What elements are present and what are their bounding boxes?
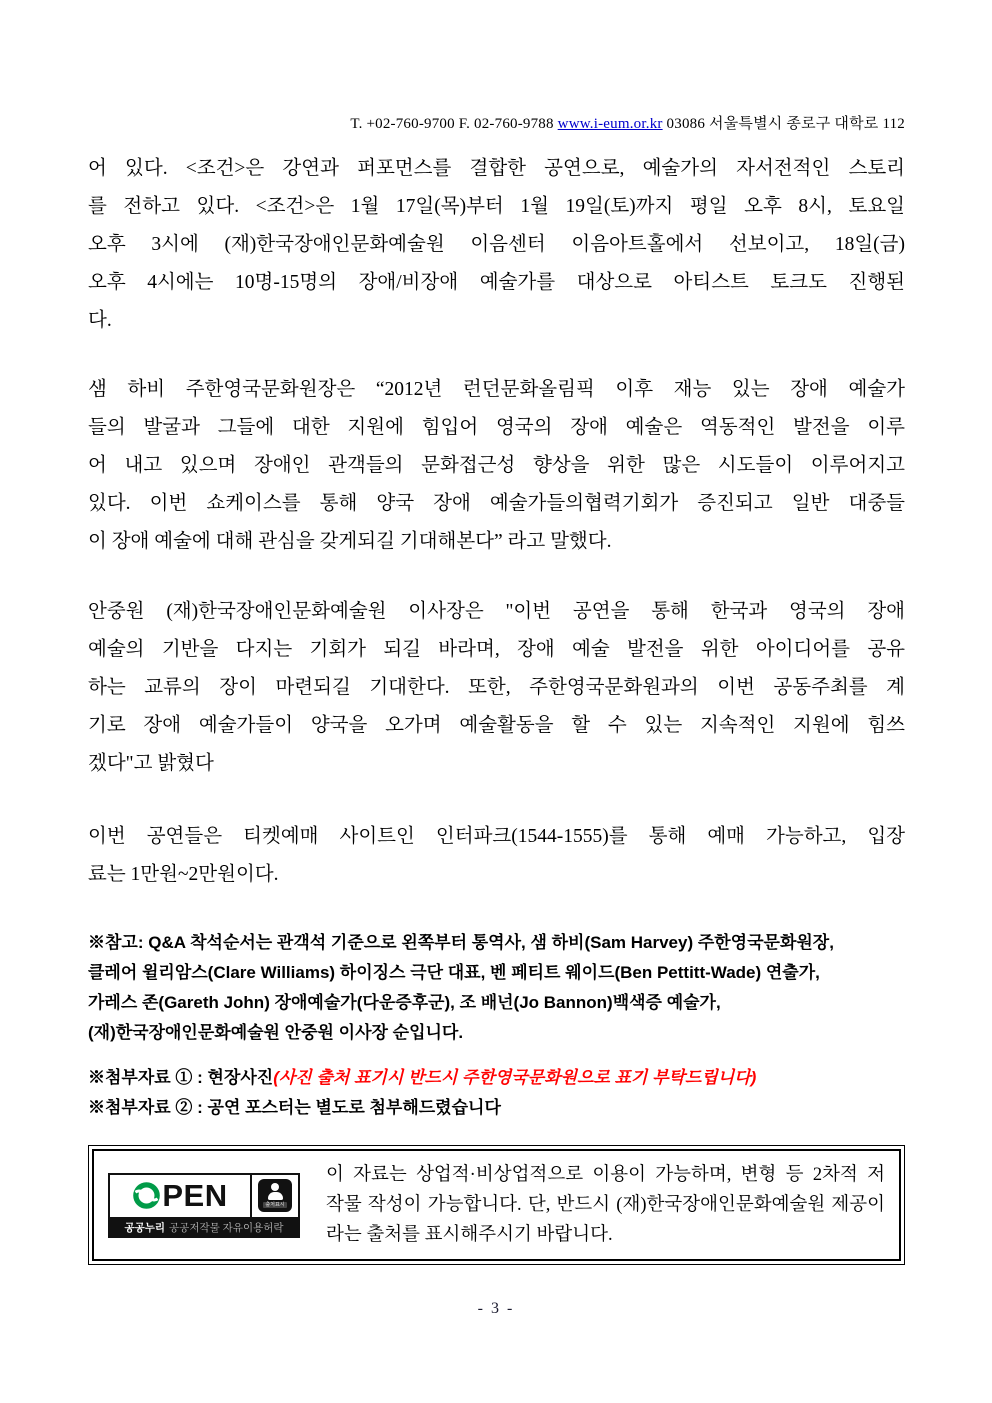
text-line: (재)한국장애인문화예술원 안중원 이사장 순입니다. bbox=[88, 1023, 464, 1042]
license-terms-text bbox=[326, 1160, 885, 1250]
paragraph-ahn-jungwon-quote bbox=[88, 593, 905, 783]
kogl-bar-brand: 공공누리 bbox=[124, 1221, 166, 1234]
text-line: 예술의 기반을 다지는 기회가 되길 바라며, 장애 예술 발전을 위한 아이디어를 공유 bbox=[88, 639, 905, 660]
text-line: 기로 장애 예술가들이 양국을 오가며 예술활동을 할 수 있는 지속적인 지원에 힘쓰 bbox=[88, 715, 905, 736]
qa-seating-note bbox=[88, 928, 905, 1048]
text-line: 하는 교류의 장이 마련되길 기대한다. 또한, 주한영국문화원과의 이번 공동주최를 계 bbox=[88, 677, 905, 698]
kogl-bar-caption: 공공저작물 자유이용허락 bbox=[169, 1221, 284, 1234]
license-box bbox=[88, 1145, 905, 1265]
attachment-1-warning: (사진 출처 표기시 반드시 주한영국문화원으로 표기 부탁드립니다) bbox=[273, 1068, 757, 1087]
open-wordmark bbox=[110, 1175, 250, 1217]
page-header bbox=[88, 112, 905, 133]
text-line: 다. bbox=[88, 310, 112, 331]
text-line: 겠다"고 밝혔다 bbox=[88, 753, 214, 774]
attribution-badge-label: 출처표시 bbox=[265, 1202, 285, 1208]
paragraph-performance-info bbox=[88, 150, 905, 340]
text-line: 어 내고 있으며 장애인 관객들의 문화접근성 향상을 위한 많은 시도들이 이루어지고 bbox=[88, 455, 905, 476]
text-line: 오후 4시에는 10명-15명의 장애/비장애 예술가를 대상으로 아티스트 토크도 진행된 bbox=[88, 272, 905, 293]
text-line: 이 장애 예술에 대해 관심을 갖게되길 기대해본다” 라고 말했다. bbox=[88, 531, 612, 552]
text-line: 들의 발굴과 그들에 대한 지원에 힘입어 영국의 장애 예술은 역동적인 발전을 이루 bbox=[88, 417, 905, 438]
paragraph-sam-harvey-quote bbox=[88, 371, 905, 561]
attachment-line-1 bbox=[88, 1063, 905, 1093]
text-line: 클레어 윌리암스(Clare Williams) 하이징스 극단 대표, 벤 페티트 웨이드(Ben Pettitt-Wade) 연출가, bbox=[88, 963, 820, 982]
attachment-2-label: ※첨부자료 ② : 공연 포스터는 별도로 첨부해드렸습니다 bbox=[88, 1098, 501, 1117]
text-line: 어 있다. <조건>은 강연과 퍼포먼스를 결합한 공연으로, 예술가의 자서전적인 스토리 bbox=[88, 158, 905, 179]
attribution-badge bbox=[250, 1175, 298, 1217]
text-line: 안중원 (재)한국장애인문화예술원 이사장은 "이번 공연을 통해 한국과 영국의 장애 bbox=[88, 601, 905, 622]
header-contact-post: 03086 서울특별시 종로구 대학로 112 bbox=[662, 116, 905, 132]
header-contact-pre: T. +02-760-9700 F. 02-760-9788 bbox=[350, 116, 558, 132]
attachment-line-2 bbox=[88, 1093, 905, 1123]
page-number: - 3 - bbox=[477, 1300, 515, 1317]
text-line: 를 전하고 있다. <조건>은 1월 17일(목)부터 1월 19일(토)까지 평일 오후 8시, 토요일 bbox=[88, 196, 905, 217]
text-line: 이 자료는 상업적·비상업적으로 이용이 가능하며, 변형 등 2차적 저 bbox=[326, 1165, 885, 1185]
attachments-note bbox=[88, 1063, 905, 1123]
website-link[interactable]: www.i-eum.or.kr bbox=[557, 116, 663, 132]
open-wordmark-letters: PEN bbox=[162, 1177, 228, 1213]
text-line: 가레스 존(Gareth John) 장애예술가(다운증후군), 조 배넌(Jo Bannon)백색증 예술가, bbox=[88, 993, 721, 1012]
text-line: 샘 하비 주한영국문화원장은 “2012년 런던문화올림픽 이후 재능 있는 장애 예술가 bbox=[88, 379, 905, 400]
open-o-swirl-icon bbox=[132, 1181, 161, 1210]
person-silhouette-icon bbox=[268, 1183, 283, 1200]
text-line: 라는 출처를 표시해주시기 바랍니다. bbox=[326, 1225, 613, 1245]
paragraph-ticket-info bbox=[88, 818, 905, 894]
text-line: ※참고: Q&A 착석순서는 관객석 기준으로 왼쪽부터 통역사, 샘 하비(Sam Harvey) 주한영국문화원장, bbox=[88, 933, 834, 952]
text-line: 오후 3시에 (재)한국장애인문화예술원 이음센터 이음아트홀에서 선보이고, 18일(금) bbox=[88, 234, 905, 255]
attachment-1-label: ※첨부자료 ① : 현장사진 bbox=[88, 1068, 274, 1087]
text-line: 료는 1만원~2만원이다. bbox=[88, 864, 279, 885]
text-line: 있다. 이번 쇼케이스를 통해 양국 장애 예술가들의협력기회가 증진되고 일반 대중들 bbox=[88, 493, 905, 514]
kogl-logo-bar bbox=[108, 1219, 300, 1238]
kogl-open-license-logo bbox=[108, 1173, 300, 1238]
text-line: 이번 공연들은 티켓예매 사이트인 인터파크(1544-1555)를 통해 예매 가능하고, 입장 bbox=[88, 826, 905, 847]
text-line: 작물 작성이 가능합니다. 단, 반드시 (재)한국장애인문화예술원 제공이 bbox=[326, 1195, 885, 1215]
